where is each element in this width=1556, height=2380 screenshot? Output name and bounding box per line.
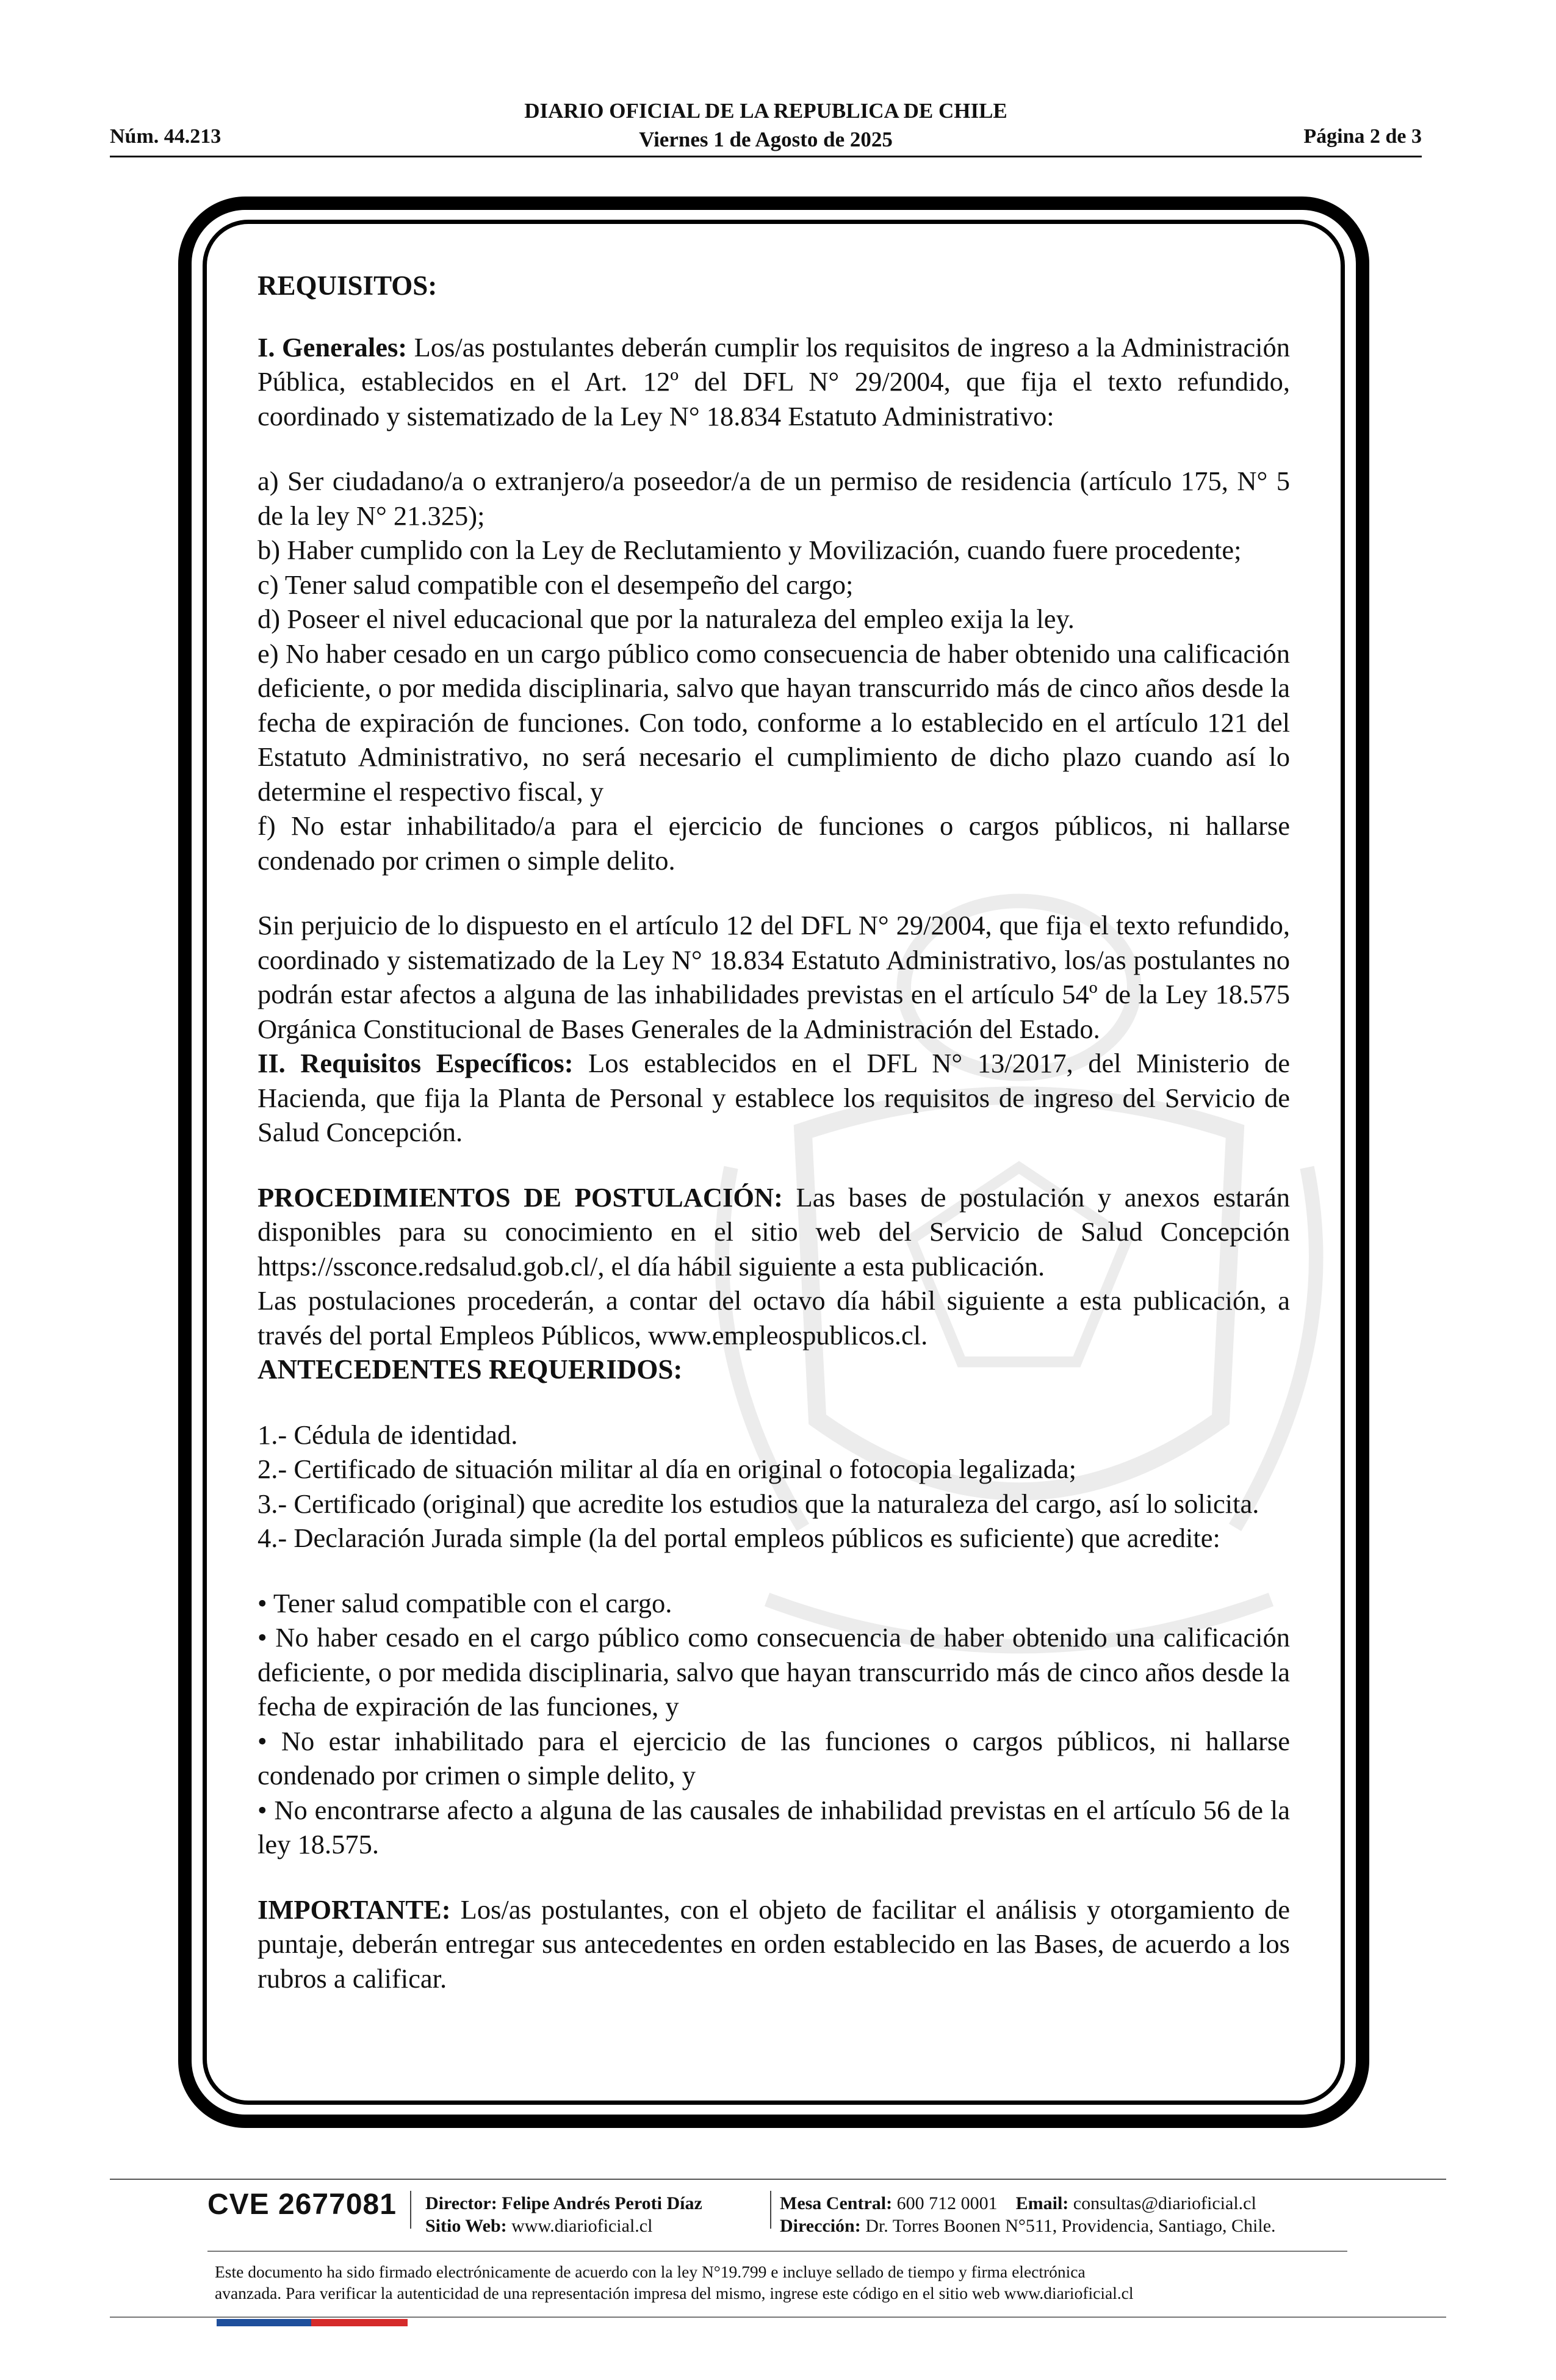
direccion-value: Dr. Torres Boonen N°511, Providencia, Santiago, Chile.	[860, 2216, 1276, 2236]
declaration-bullet-2: • No haber cesado en el cargo público como consecuencia de haber obtenido una calificación deficiente, o por medida disciplinaria, salvo que hayan transcurrido más de cinco años desde la fecha de expiración de las funciones, y	[258, 1622, 1290, 1722]
document-item-3: 3.- Certificado (original) que acredite los estudios que la naturaleza del cargo, así lo solicita.	[258, 1488, 1259, 1519]
sin-perjuicio-paragraph: Sin perjuicio de lo dispuesto en el artículo 12 del DFL N° 29/2004, que fija el texto refundido, coordinado y sistematizado de la Ley N° 18.834 Estatuto Administrativo, los/as postulantes no podrán estar afectos a alguna de las inhabilidades previstas en el artículo 54º de la Ley 18.575 Orgánica Constitucional de Bases Generales de la Administración del Estado.	[258, 910, 1290, 1044]
document-item-4: 4.- Declaración Jurada simple (la del portal empleos públicos es suficiente) que acredite:	[258, 1523, 1220, 1553]
generales-label: I. Generales:	[258, 331, 408, 362]
issue-date: Viernes 1 de Agosto de 2025	[639, 128, 893, 151]
footer-contact-column	[780, 2192, 1276, 2237]
email-link[interactable]: consultas@diarioficial.cl	[1068, 2193, 1256, 2213]
page-number: Página 2 de 3	[1303, 125, 1422, 148]
document-item-2: 2.- Certificado de situación militar al día en original o fotocopia legalizada;	[258, 1454, 1076, 1484]
especificos-text: Los establecidos en el DFL N° 13/2017, del Ministerio de Hacienda, que fija la Planta de Personal y establece los requisitos de ingreso del Servicio de Salud Concepción.	[258, 1048, 1290, 1147]
legal-notice	[215, 2261, 1338, 2304]
legal-line-2: avanzada. Para verificar la autenticidad de una representación impresa del mismo, ingrese este código en el sitio web www.diarioficial.cl	[215, 2284, 1134, 2302]
email-label: Email:	[1015, 2193, 1069, 2213]
flag-stripe-red	[311, 2319, 408, 2326]
procedimientos-label: PROCEDIMIENTOS DE POSTULACIÓN:	[258, 1181, 783, 1213]
footer-separator	[410, 2191, 411, 2229]
declaration-bullet-4: • No encontrarse afecto a alguna de las causales de inhabilidad previstas en el artículo 56 de la ley 18.575.	[258, 1794, 1290, 1859]
cve-code: CVE 2677081	[207, 2188, 397, 2221]
header-center	[110, 96, 1422, 154]
requirement-item-e: e) No haber cesado en un cargo público como consecuencia de haber obtenido una calificación deficiente, o por medida disciplinaria, salvo que hayan transcurrido más de cinco años desde la fecha de expiración de funciones. Con todo, conforme a lo establecido en el artículo 121 del Estatuto Administrativo, no será necesario el cumplimiento de dicho plazo cuando así lo determine el respectivo fiscal, y	[258, 638, 1290, 807]
antecedentes-heading: ANTECEDENTES REQUERIDOS:	[258, 1354, 683, 1385]
footer-separator	[770, 2191, 771, 2229]
web-link[interactable]: www.diarioficial.cl	[506, 2216, 653, 2236]
declaration-bullet-3: • No estar inhabilitado para el ejercicio de las funciones o cargos públicos, ni hallarse condenado por crimen o simple delito, y	[258, 1725, 1290, 1790]
especificos-label: II. Requisitos Específicos:	[258, 1048, 574, 1078]
requirement-item-d: d) Poseer el nivel educacional que por la naturaleza del empleo exija la ley.	[258, 604, 1075, 634]
importante-text: Los/as postulantes, con el objeto de facilitar el análisis y otorgamiento de puntaje, deberán entregar sus antecedentes en orden establecido en las Bases, de acuerdo a los rubros a calificar.	[258, 1894, 1290, 1994]
footer-rule-bottom	[110, 2317, 1446, 2318]
gazette-title: DIARIO OFICIAL DE LA REPUBLICA DE CHILE	[524, 99, 1007, 123]
requirement-item-f: f) No estar inhabilitado/a para el ejercicio de funciones o cargos públicos, ni hallarse condenado por crimen o simple delito.	[258, 810, 1290, 876]
postulaciones-paragraph: Las postulaciones procederán, a contar del octavo día hábil siguiente a esta publicación, a través del portal Empleos Públicos, www.empleospublicos.cl.	[258, 1285, 1290, 1350]
footer-director-column	[425, 2192, 702, 2237]
flag-stripe-blue	[217, 2319, 311, 2326]
generales-text: Los/as postulantes deberán cumplir los requisitos de ingreso a la Administración Pública, establecidos en el Art. 12º del DFL N° 29/2004, que fija el texto refundido, coordinado y sistematizado de la Ley N° 18.834 Estatuto Administrativo:	[258, 331, 1290, 431]
document-body	[258, 269, 1290, 1996]
web-label: Sitio Web:	[425, 2216, 507, 2236]
declaration-bullet-1: • Tener salud compatible con el cargo.	[258, 1587, 672, 1618]
requisitos-heading: REQUISITOS:	[258, 270, 438, 301]
importante-label: IMPORTANTE:	[258, 1894, 451, 1925]
generales-paragraph	[258, 330, 1290, 434]
director-label: Director:	[425, 2193, 497, 2213]
footer-rule-top	[110, 2179, 1446, 2180]
legal-line-1: Este documento ha sido firmado electrónicamente de acuerdo con la ley N°19.799 e incluye sellado de tiempo y firma electrónica	[215, 2262, 1086, 2281]
page-header	[110, 92, 1422, 153]
document-item-1: 1.- Cédula de identidad.	[258, 1419, 518, 1450]
requirement-item-b: b) Haber cumplido con la Ley de Reclutamiento y Movilización, cuando fuere procedente;	[258, 535, 1242, 565]
procedimientos-text: Las bases de postulación y anexos estarán disponibles para su conocimiento en el sitio web del Servicio de Salud Concepción https://ssconce.redsalud.gob.cl/, el día hábil siguiente a esta publicación.	[258, 1181, 1290, 1282]
issue-number: Núm. 44.213	[110, 125, 222, 148]
especificos-paragraph	[258, 1046, 1290, 1150]
direccion-label: Dirección:	[780, 2216, 861, 2236]
procedimientos-paragraph	[258, 1180, 1290, 1284]
director-name: Felipe Andrés Peroti Díaz	[497, 2193, 702, 2213]
header-rule	[110, 156, 1422, 157]
mesa-label: Mesa Central:	[780, 2193, 893, 2213]
mesa-value: 600 712 0001	[892, 2193, 998, 2213]
footer-rule-middle	[207, 2251, 1347, 2252]
requirement-item-a: a) Ser ciudadano/a o extranjero/a poseedor/a de un permiso de residencia (artículo 175, N° 5 de la ley N° 21.325);	[258, 466, 1290, 531]
importante-paragraph	[258, 1892, 1290, 1996]
requirement-item-c: c) Tener salud compatible con el desempeño del cargo;	[258, 569, 854, 600]
